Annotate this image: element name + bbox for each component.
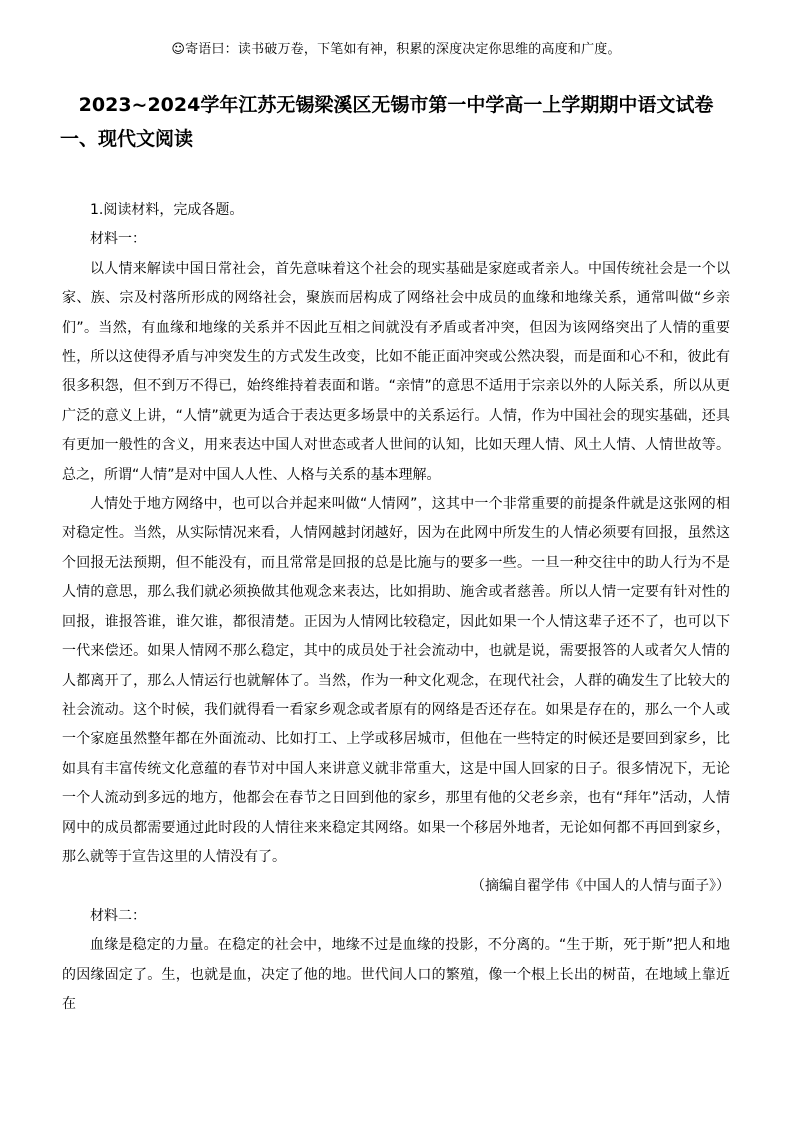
material-one-paragraph-1: 以人情来解读中国日常社会，首先意味着这个社会的现实基础是家庭或者亲人。中国传统社会是一个以家、族、宗及村落所形成的网络社会，聚族而居构成了网络社会中成员的血缘和地缘关系，通常叫做“乡亲们”。当然，有血缘和地缘的关系并不因此互相之间就没有矛盾或者冲突，但因为该网络突出了人情的重要性，所以这使得矛盾与冲突发生的方式发生改变，比如不能正面冲突或公然决裂，而是面和心不和，彼此有很多积怨，但不到万不得已，始终维持着表面和谐。“亲情”的意思不适用于宗亲以外的人际关系，所以从更广泛的意义上讲，“人情”就更为适合于表达更多场景中的关系运行。人情，作为中国社会的现实基础，还具有更加一般性的含义，用来表达中国人对世态或者人世间的认知，比如天理人情、风土人情、人情世故等。总之，所谓“人情”是对中国人人性、人格与关系的基本理解。 xyxy=(62,260,730,483)
material-one-label: 材料一： xyxy=(90,231,146,248)
section-heading: 一、现代文阅读 xyxy=(60,128,194,150)
material-one-paragraph-2: 人情处于地方网络中，也可以合并起来叫做“人情网”，这其中一个非常重要的前提条件就是这张网的相对稳定性。当然，从实际情况来看，人情网越封闭越好，因为在此网中所发生的人情必须要有回报，虽然这个回报无法预期，但不能没有，而且常常是回报的总是比施与的要多一些。一旦一种交往中的助人行为不是人情的意思，那么我们就必须换做其他观念来表达，比如捐助、施舍或者慈善。所以人情一定要有针对性的回报，谁报答谁，谁欠谁，都很清楚。正因为人情网比较稳定，因此如果一个人情这辈子还不了，也可以下一代来偿还。如果人情网不那么稳定，其中的成员处于社会流动中，也就是说，需要报答的人或者欠人情的人都离开了，那么人情运行也就解体了。当然，作为一种文化观念，在现代社会，人群的确发生了比较大的社会流动。这个时候，我们就得看一看家乡观念或者原有的网络是否还存在。如果是存在的，那么一个人或一个家庭虽然整年都在外面流动、比如打工、上学或移居城市，但他在一些特定的时候还是要回到家乡，比如具有丰富传统文化意蕴的春节对中国人来讲意义就非常重大，这是中国人回家的日子。很多情况下，无论一个人流动到多远的地方，他都会在春节之日回到他的家乡，那里有他的父老乡亲，也有“拜年”活动，人情网中的成员都需要通过此时段的人情往来来稳定其网络。如果一个移居外地者，无论如何都不再回到家乡，那么就等于宣告这里的人情没有了。 xyxy=(62,496,730,865)
question-prompt: 1.阅读材料，完成各题。 xyxy=(90,202,244,218)
exam-title: 2023~2024学年江苏无锡梁溪区无锡市第一中学高一上学期期中语文试卷 xyxy=(78,94,714,116)
question-body xyxy=(62,196,730,1019)
material-one-source: （摘编自翟学伟《中国人的人情与面子》） xyxy=(471,878,730,895)
material-two-paragraph-1: 血缘是稳定的力量。在稳定的社会中，地缘不过是血缘的投影，不分离的。“生于斯，死于斯”把人和地的因缘固定了。生，也就是血，决定了他的地。世代间人口的繁殖，像一个根上长出的树苗，在地域上靠近在 xyxy=(62,937,730,1012)
header-motto: ☺寄语曰：读书破万卷，下笔如有神，积累的深度决定你思维的高度和广度。 xyxy=(171,42,621,57)
material-two-label: 材料二： xyxy=(90,907,146,924)
